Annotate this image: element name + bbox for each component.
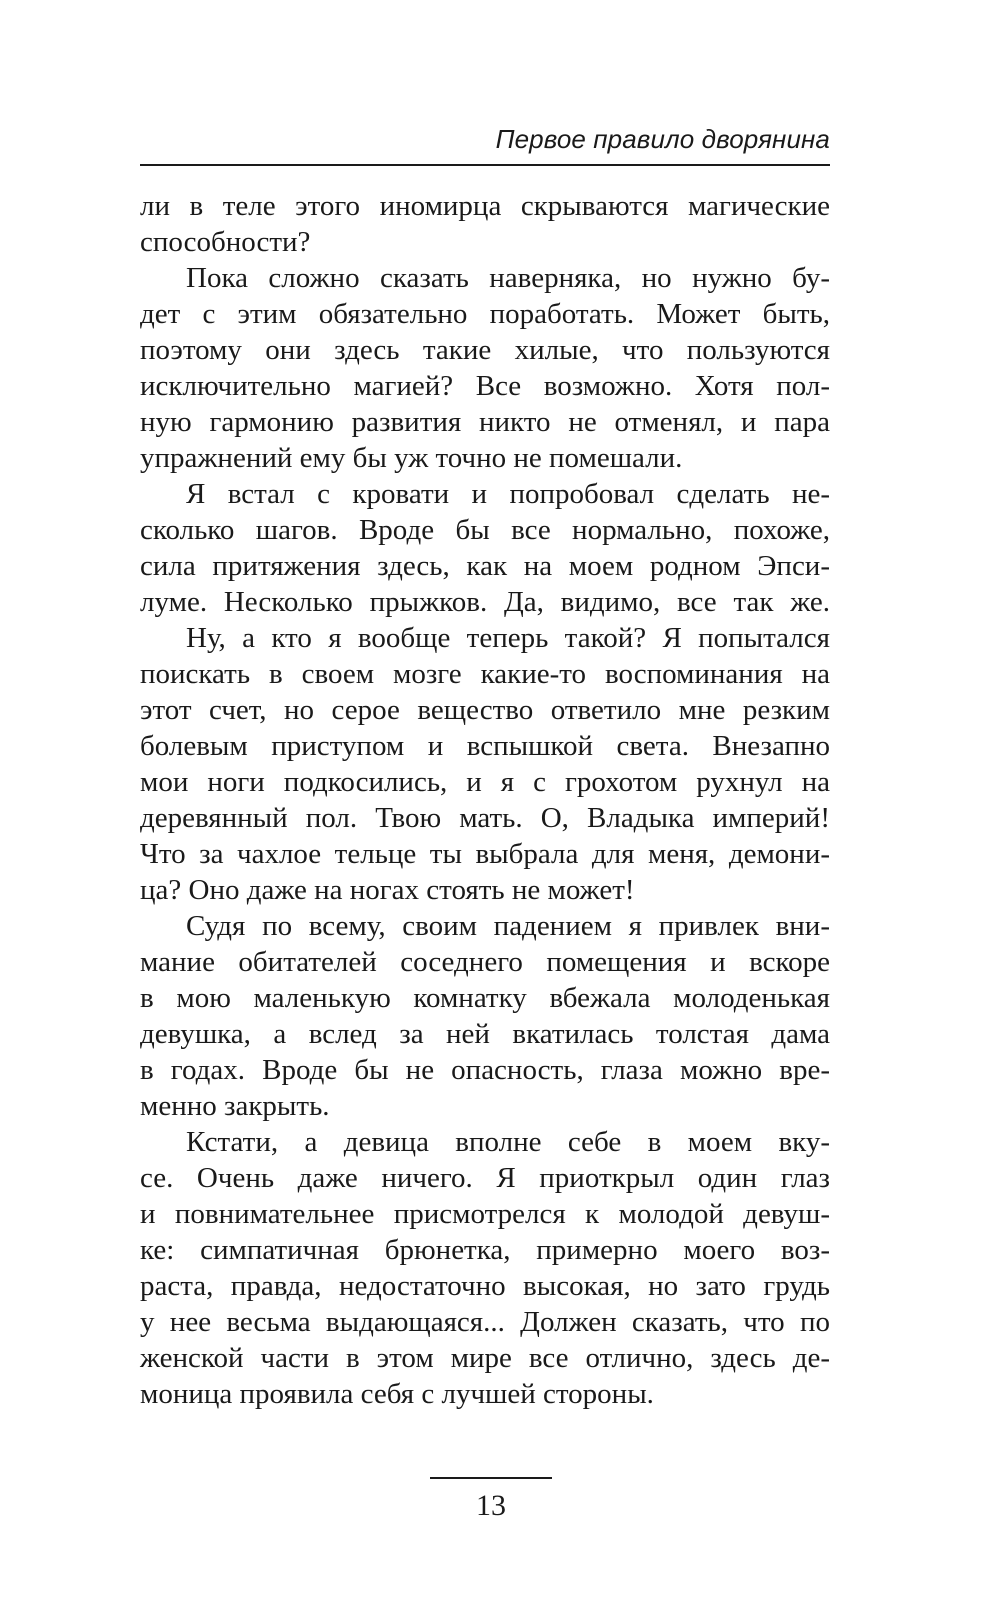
text-line: способности? <box>140 226 311 258</box>
paragraph <box>140 908 830 1124</box>
text-line: и повнимательнее присмотрелся к молодой девуш- <box>140 1198 830 1230</box>
header-rule <box>140 164 830 166</box>
text-line: мание обитателей соседнего помещения и вскоре <box>140 946 830 978</box>
text-line: луме. Несколько прыжков. Да, видимо, все так же. <box>140 586 830 618</box>
text-line: женской части в этом мире все отлично, здесь де- <box>140 1342 830 1374</box>
paragraph <box>140 260 830 476</box>
text-line: сколько шагов. Вроде бы все нормально, похоже, <box>140 514 830 546</box>
body-text <box>140 188 830 1412</box>
running-title: Первое правило дворянина <box>495 124 830 154</box>
text-line: раста, правда, недостаточно высокая, но зато грудь <box>140 1270 830 1302</box>
text-line: болевым приступом и вспышкой света. Внезапно <box>140 730 830 762</box>
text-line: Пока сложно сказать наверняка, но нужно бу- <box>186 262 830 294</box>
paragraph <box>140 1124 830 1412</box>
text-line: сила притяжения здесь, как на моем родном Эпси- <box>140 550 830 582</box>
text-line: ную гармонию развития никто не отменял, и пара <box>140 406 830 438</box>
footer-rule <box>430 1477 552 1479</box>
paragraph <box>140 620 830 908</box>
text-line: менно закрыть. <box>140 1090 330 1122</box>
text-line: исключительно магией? Все возможно. Хотя пол- <box>140 370 830 402</box>
paragraph <box>140 188 830 260</box>
text-line: поэтому они здесь такие хилые, что пользуются <box>140 334 830 366</box>
page-number: 13 <box>476 1489 506 1522</box>
text-line: дет с этим обязательно поработать. Может быть, <box>140 298 830 330</box>
text-line: в годах. Вроде бы не опасность, глаза можно вре- <box>140 1054 830 1086</box>
text-line: упражнений ему бы уж точно не помешали. <box>140 442 683 474</box>
text-line: Я встал с кровати и попробовал сделать не- <box>186 478 830 510</box>
text-line: Ну, а кто я вообще теперь такой? Я попытался <box>186 622 830 654</box>
text-line: ли в теле этого иномирца скрываются магические <box>140 190 830 222</box>
text-line: девушка, а вслед за ней вкатилась толстая дама <box>140 1018 830 1050</box>
text-line: Кстати, а девица вполне себе в моем вку- <box>186 1126 830 1158</box>
text-line: моница проявила себя с лучшей стороны. <box>140 1378 654 1410</box>
text-line: се. Очень даже ничего. Я приоткрыл один глаз <box>140 1162 830 1194</box>
text-line: ца? Оно даже на ногах стоять не может! <box>140 874 635 906</box>
text-line: деревянный пол. Твою мать. О, Владыка империй! <box>140 802 830 834</box>
text-line: поискать в своем мозге какие-то воспоминания на <box>140 658 830 690</box>
text-line: Судя по всему, своим падением я привлек вни- <box>186 910 830 942</box>
paragraph <box>140 476 830 620</box>
text-line: Что за чахлое тельце ты выбрала для меня, демони- <box>140 838 830 870</box>
text-line: в мою маленькую комнатку вбежала молоденькая <box>140 982 830 1014</box>
text-line: у нее весьма выдающаяся... Должен сказать, что по <box>140 1306 830 1338</box>
text-line: этот счет, но серое вещество ответило мне резким <box>140 694 830 726</box>
text-line: ке: симпатичная брюнетка, примерно моего воз- <box>140 1234 830 1266</box>
text-line: мои ноги подкосились, и я с грохотом рухнул на <box>140 766 830 798</box>
